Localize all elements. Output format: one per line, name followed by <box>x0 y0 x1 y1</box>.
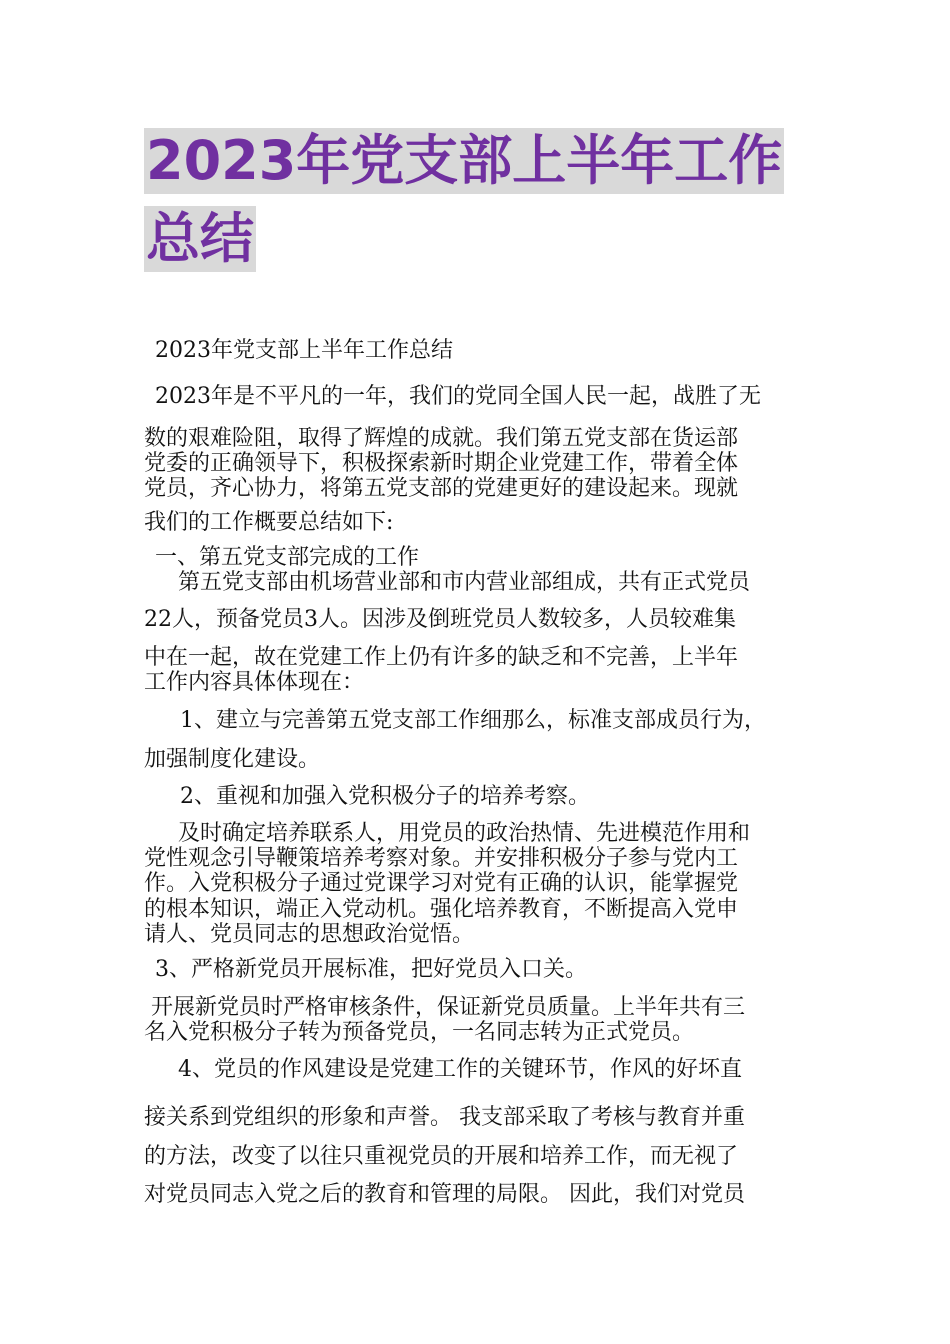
body-line: 作。入党积极分子通过党课学习对党有正确的认识，能掌握党 <box>144 871 739 896</box>
body-line: 对党员同志入党之后的教育和管理的局限。 因此，我们对党员 <box>144 1182 745 1207</box>
body-line: 接关系到党组织的形象和声誉。 我支部采取了考核与教育并重 <box>144 1105 745 1130</box>
body-line: 及时确定培养联系人，用党员的政治热情、先进模范作用和 <box>178 821 751 846</box>
body-line: 4、党员的作风建设是党建工作的关键环节，作风的好坏直 <box>178 1057 742 1082</box>
body-line: 1、建立与完善第五党支部工作细那么，标准支部成员行为， <box>180 708 766 733</box>
body-line: 2、重视和加强入党积极分子的培养考察。 <box>180 784 590 809</box>
body-line: 2023年是不平凡的一年，我们的党同全国人民一起，战胜了无 <box>155 384 761 409</box>
body-line: 党性观念引导鞭策培养考察对象。并安排积极分子参与党内工 <box>144 846 739 871</box>
body-line: 22人，预备党员3人。因涉及倒班党员人数较多，人员较难集 <box>144 607 736 632</box>
body-line: 党委的正确领导下，积极探索新时期企业党建工作，带着全体 <box>144 451 739 476</box>
body-line: 名入党积极分子转为预备党员，一名同志转为正式党员。 <box>144 1020 695 1045</box>
body-line: 我们的工作概要总结如下: <box>144 510 394 535</box>
document-title-line-1: 2023年党支部上半年工作 <box>146 129 783 192</box>
body-line: 3、严格新党员开展标准，把好党员入口关。 <box>155 957 587 982</box>
body-line: 中在一起，故在党建工作上仍有许多的缺乏和不完善，上半年 <box>144 645 739 670</box>
body-line: 第五党支部由机场营业部和市内营业部组成，共有正式党员 <box>178 570 751 595</box>
body-line: 请人、党员同志的思想政治觉悟。 <box>144 922 475 947</box>
document-title-line-2: 总结 <box>146 207 254 270</box>
document-subtitle: 2023年党支部上半年工作总结 <box>155 338 453 363</box>
body-line: 加强制度化建设。 <box>144 747 321 772</box>
body-line: 工作内容具体体现在： <box>144 670 365 695</box>
body-line: 数的艰难险阻，取得了辉煌的成就。我们第五党支部在货运部 <box>144 426 739 451</box>
body-line: 的方法，改变了以往只重视党员的开展和培养工作，而无视了 <box>144 1144 739 1169</box>
body-line: 的根本知识，端正入党动机。强化培养教育，不断提高入党申 <box>144 897 739 922</box>
body-line: 党员，齐心协力，将第五党支部的党建更好的建设起来。现就 <box>144 476 739 501</box>
body-line: 开展新党员时严格审核条件，保证新党员质量。上半年共有三 <box>151 995 746 1020</box>
section-heading: 一、第五党支部完成的工作 <box>155 545 420 570</box>
